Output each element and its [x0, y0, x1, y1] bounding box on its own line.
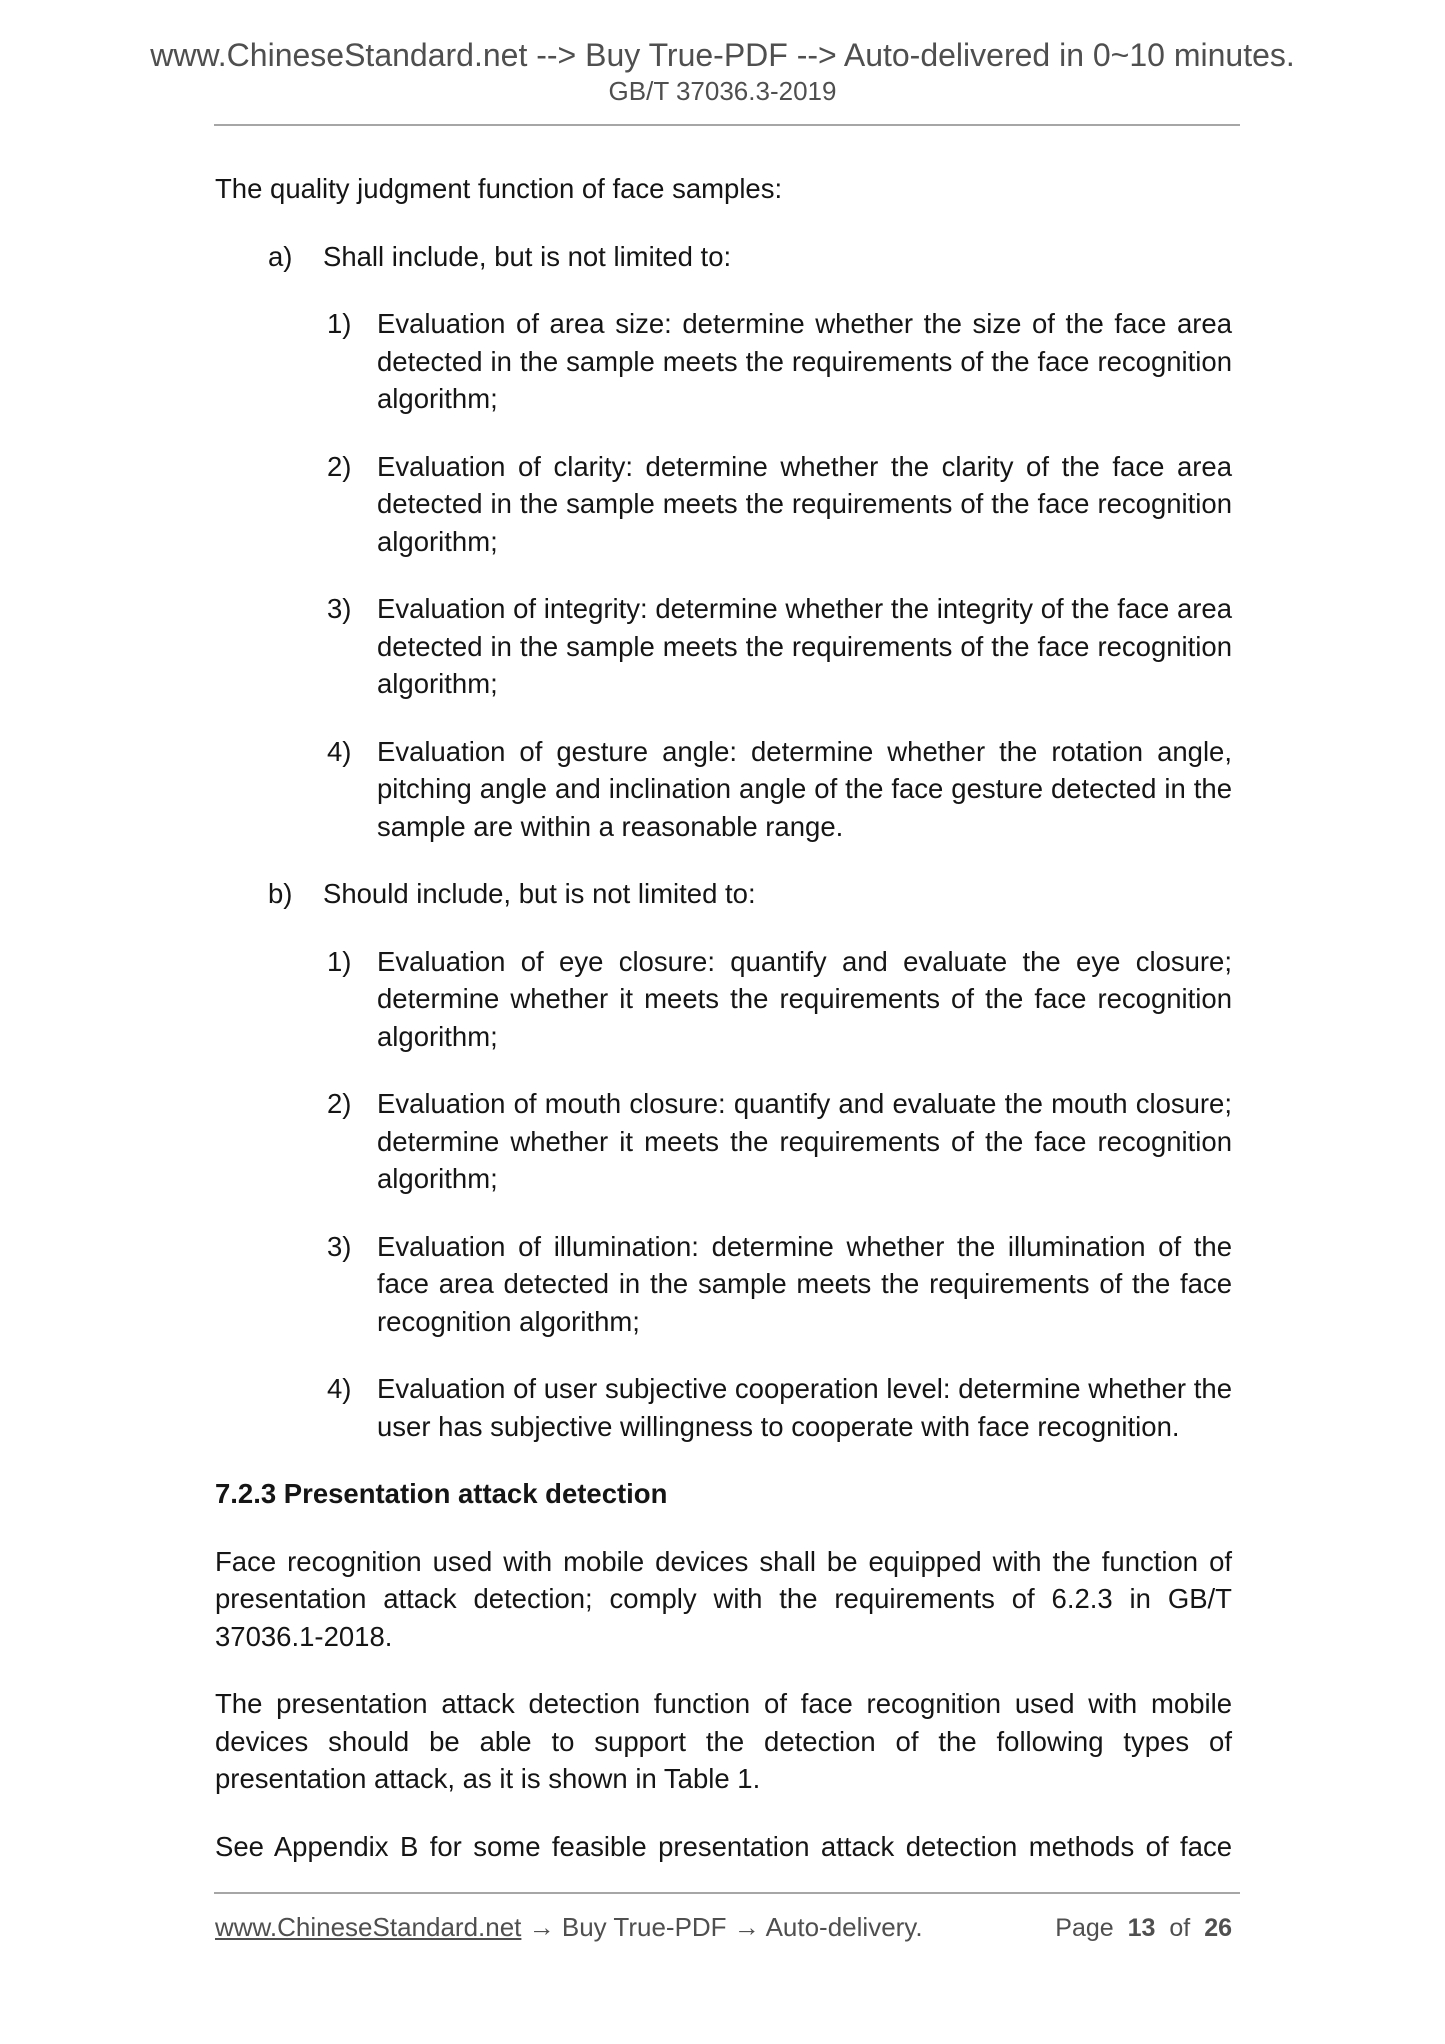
- list-marker: 1): [327, 945, 352, 977]
- list-item-text: Evaluation of area size: determine whether the size of the face area detected in the sample meets the requirements of the face recognition algorithm;: [377, 308, 1232, 414]
- list-item-a3: [215, 590, 1232, 703]
- footer-promo-text: → Buy True-PDF → Auto-delivery.: [521, 1912, 923, 1942]
- header-promo-text: www.ChineseStandard.net --> Buy True-PDF --> Auto-delivered in 0~10 minutes.: [150, 37, 1295, 73]
- list-item-text: Shall include, but is not limited to:: [323, 240, 732, 272]
- list-item-text: Evaluation of mouth closure: quantify and evaluate the mouth closure; determine whether it meets the requirements of the face recognition algorithm;: [377, 1088, 1232, 1194]
- list-marker: 4): [327, 735, 352, 767]
- list-item-text: Evaluation of gesture angle: determine whether the rotation angle, pitching angle and inclination angle of the face gesture detected in the sample are within a reasonable range.: [377, 735, 1232, 842]
- page-header: [0, 37, 1445, 106]
- document-body: [215, 170, 1232, 1895]
- page-current: 13: [1127, 1914, 1156, 1942]
- list-item-a2: [215, 448, 1232, 561]
- body-paragraph-2: The presentation attack detection function of face recognition used with mobile devices should be able to support the detection of the following types of presentation attack, as it is shown in Table 1.: [215, 1688, 1232, 1794]
- list-item-a1: [215, 305, 1232, 418]
- header-doc-number: GB/T 37036.3-2019: [608, 76, 837, 106]
- list-marker: a): [268, 240, 293, 272]
- page-label: Page: [1055, 1914, 1114, 1942]
- footer-site-link[interactable]: www.ChineseStandard.net: [215, 1912, 522, 1942]
- list-item-text: Evaluation of clarity: determine whether the clarity of the face area detected in the sample meets the requirements of the face recognition algorithm;: [377, 450, 1232, 557]
- intro-paragraph: The quality judgment function of face samples:: [215, 173, 783, 204]
- list-marker: 2): [327, 450, 352, 482]
- list-item-b4: [215, 1370, 1232, 1445]
- list-item-b3: [215, 1228, 1232, 1341]
- list-marker: 2): [327, 1088, 352, 1119]
- list-item-text: Evaluation of illumination: determine whether the illumination of the face area detected in the sample meets the requirements of the face recognition algorithm;: [377, 1230, 1232, 1337]
- list-item-b2: [215, 1085, 1232, 1198]
- list-marker: b): [268, 878, 293, 909]
- list-marker: 4): [327, 1373, 352, 1404]
- list-marker: 1): [327, 308, 352, 339]
- page-total: 26: [1204, 1914, 1232, 1942]
- list-item-b: [215, 875, 1232, 913]
- page-footer: [215, 1912, 1232, 1943]
- header-divider: [214, 124, 1240, 126]
- section-heading: 7.2.3 Presentation attack detection: [215, 1478, 668, 1509]
- page-indicator: [1055, 1913, 1232, 1943]
- footer-promo: [215, 1912, 923, 1942]
- list-item-text: Evaluation of user subjective cooperation level: determine whether the user has subjective willingness to cooperate with face recognition.: [377, 1373, 1232, 1442]
- list-item-text: Should include, but is not limited to:: [323, 878, 756, 909]
- of-label: of: [1169, 1914, 1191, 1942]
- list-item-a4: [215, 733, 1232, 846]
- list-marker: 3): [327, 593, 352, 624]
- list-item-text: Evaluation of eye closure: quantify and evaluate the eye closure; determine whether it meets the requirements of the face recognition algorithm;: [377, 945, 1232, 1052]
- list-marker: 3): [327, 1230, 352, 1262]
- list-item-a: [215, 238, 1232, 276]
- footer-divider: [214, 1892, 1240, 1894]
- body-paragraph-1: Face recognition used with mobile devices shall be equipped with the function of presentation attack detection; comply with the requirements of 6.2.3 in GB/T 37036.1-2018.: [215, 1545, 1232, 1652]
- list-item-b1: [215, 943, 1232, 1056]
- body-paragraph-3: See Appendix B for some feasible presentation attack detection methods of face: [215, 1830, 1232, 1862]
- list-item-text: Evaluation of integrity: determine whether the integrity of the face area detected in the sample meets the requirements of the face recognition algorithm;: [377, 593, 1232, 699]
